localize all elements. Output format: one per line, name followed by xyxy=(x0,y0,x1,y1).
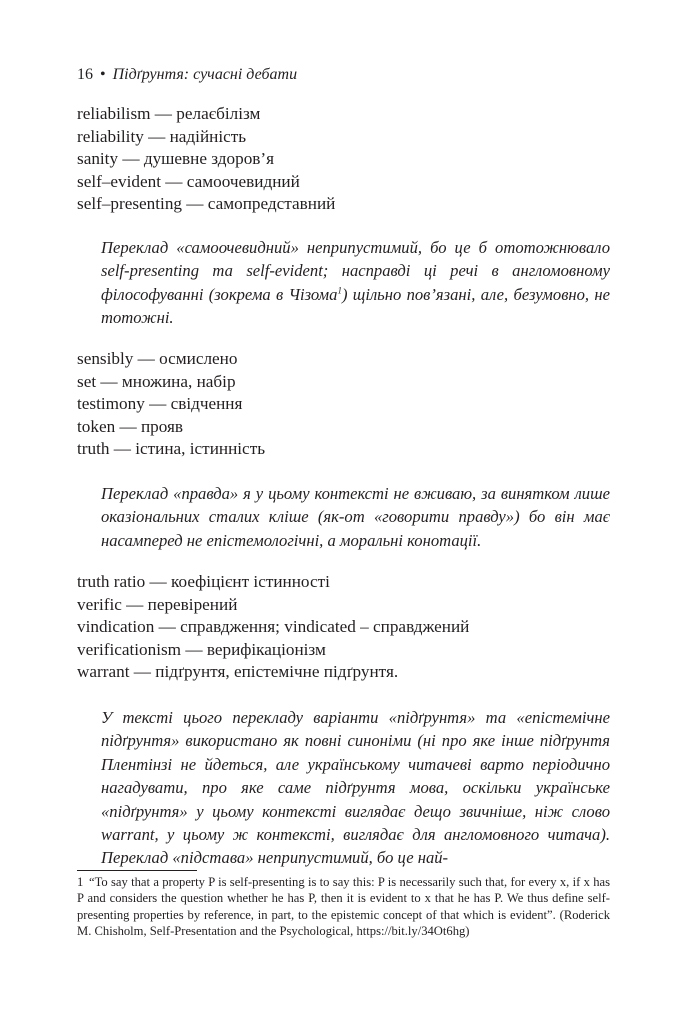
running-head xyxy=(77,64,297,86)
glossary-entry: truth ratio — коефіцієнт істинності xyxy=(77,572,330,591)
glossary-entry: self–presenting — самопредставний xyxy=(77,194,336,214)
glossary-group-2 xyxy=(77,348,617,461)
glossary-entry: self–evident — самоочевидний xyxy=(77,171,300,191)
page-number: 16 xyxy=(77,66,93,83)
glossary-entry: testimony — свідчення xyxy=(77,394,243,414)
header-bullet: • xyxy=(100,66,106,83)
glossary-entry: reliability — надійність xyxy=(77,126,247,146)
glossary-group-3 xyxy=(77,571,617,684)
note-text: ) щільно пов’язані, але, безумовно, не тотожні. xyxy=(101,284,610,328)
glossary-entry: sanity — душевне здоров’я xyxy=(77,149,275,169)
glossary-entry: vindication — справдження; vindicated – справджений xyxy=(77,617,470,637)
translator-note-2: Переклад «правда» я у цьому контексті не вживаю, за винятком лише оказіональних сталих кліше (як-от «говорити правду») бо він має насамперед не епістемологічні, а моральні конотації. xyxy=(101,484,610,550)
footnote xyxy=(77,874,610,939)
glossary-entry: sensibly — осмислено xyxy=(77,349,238,368)
glossary-group-1 xyxy=(77,103,617,216)
footnote-text: “To say that a property P is self-presenting is to say this: P is necessarily such that, for every x, if x has P and considers the question whether he has P, then it is evident to x that he has P. We thus define self-presenting properties by reference, in part, to the epistemic concept of that which is evident”. (Roderick M. Chisholm, Self-Presentation and the Psychological, https://bit.ly/34Ot6hg) xyxy=(77,875,610,938)
footnote-number: 1 xyxy=(77,875,84,889)
translator-note-1 xyxy=(101,236,610,330)
footnote-divider xyxy=(77,870,197,871)
glossary-entry: verific — перевірений xyxy=(77,594,238,614)
glossary-entry: verificationism — верифікаціонізм xyxy=(77,639,326,659)
running-title: Підґрунтя: сучасні дебати xyxy=(112,66,298,83)
glossary-entry: warrant — підґрунтя, епістемічне підґрунтя. xyxy=(77,662,399,682)
glossary-entry: token — прояв xyxy=(77,416,184,436)
translator-note-3: У тексті цього перекладу варіанти «підґрунтя» та «епістемічне підґрунтя» використано як повні синоніми (ні про яке інше підґрунтя Плентінзі не йдеться, але українському читачеві варто періодично нагадувати, про яке саме підґрунтя мова, оскільки українське «підґрунтя» у цьому контексті виглядає дещо звичніше, ніж слово warrant, у цьому ж контексті, виглядає для англомовного читача). Переклад «підстава» неприпустимий, бо це най- xyxy=(101,708,610,868)
note-text: Переклад «самоочевидний» неприпустимий, бо це б ототожнювало self-presenting та self-evident; насправді ці речі в англомовному філософуванні (зокрема в Чізома xyxy=(101,238,610,304)
glossary-entry: reliabilism — релаєбілізм xyxy=(77,104,261,123)
glossary-entry: truth — істина, істинність xyxy=(77,439,266,459)
footnote-ref[interactable]: 1 xyxy=(337,285,342,296)
glossary-entry: set — множина, набір xyxy=(77,371,236,391)
